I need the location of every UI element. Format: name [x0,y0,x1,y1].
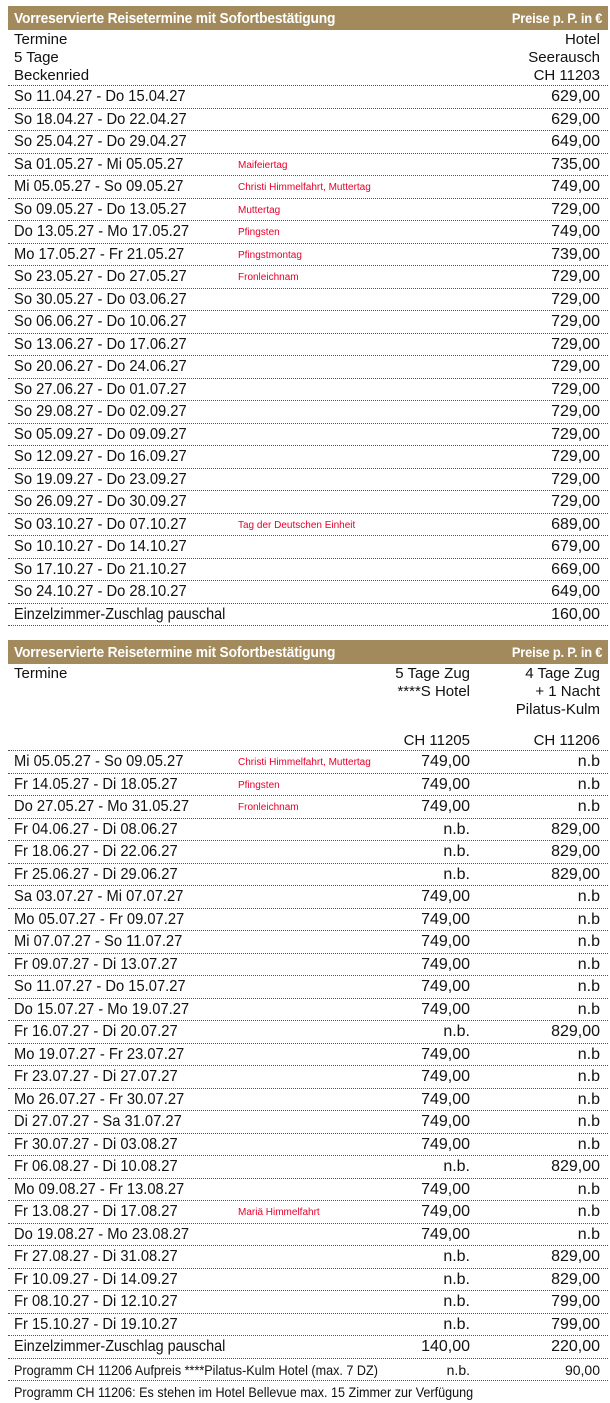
surcharge-row [8,1336,608,1359]
row-price-col1: 749,00 [421,1068,470,1085]
row-price-col1: 749,00 [421,775,470,793]
header-duration: 5 Tage [14,49,59,66]
row-price-col1: 749,00 [421,1225,470,1243]
surcharge-price-col2: 220,00 [551,1338,600,1355]
banner-prices-label: Preise p. P. in € [511,10,602,26]
row-price-col1: 749,00 [421,933,470,950]
row-date-range: Do 13.05.27 - Mo 17.05.27 [14,223,190,240]
row-date-range: So 26.09.27 - Do 30.09.27 [14,493,187,510]
row-price: 735,00 [551,155,600,173]
row-price-col2: 799,00 [551,1293,600,1310]
header-termine: Termine [14,665,68,682]
row-price-col1: 749,00 [421,1113,470,1130]
row-date-range: Mo 19.07.27 - Fr 23.07.27 [14,1045,185,1063]
row-price: 729,00 [551,313,600,330]
table-row [8,559,608,582]
row-price-col2: n.b [577,1113,600,1130]
row-price-col1: n.b. [443,1248,470,1265]
row-holiday-note: Tag der Deutschen Einheit [238,519,356,531]
table-row [8,1111,608,1134]
table-row [8,289,608,312]
table-row [8,886,608,909]
row-date-range: Fr 16.07.27 - Di 20.07.27 [14,1023,178,1040]
table-row [8,1044,608,1067]
row-date-range: Mi 07.07.27 - So 11.07.27 [14,933,183,950]
header-col2-extra: + 1 Nacht [535,683,600,700]
row-price: 729,00 [551,358,600,375]
row-price: 689,00 [551,515,600,533]
row-date-range: Fr 10.09.27 - Di 14.09.27 [14,1270,178,1288]
row-price: 729,00 [551,335,600,353]
row-date-range: Fr 13.08.27 - Di 17.08.27 [14,1203,178,1220]
table-row [8,514,608,537]
row-price-col2: n.b [577,1068,600,1085]
row-holiday-note: Christi Himmelfahrt, Muttertag [238,182,371,193]
table-row [8,1179,608,1202]
row-holiday-note: Muttertag [238,204,281,216]
row-date-range: So 29.08.27 - Do 02.09.27 [14,403,187,420]
row-date-range: So 09.05.27 - Do 13.05.27 [14,200,187,218]
row-date-range: Fr 18.06.27 - Di 22.06.27 [14,843,178,860]
table-row [8,581,608,604]
row-holiday-note: Pfingstmontag [238,249,302,261]
row-date-range: Fr 30.07.27 - Di 03.08.27 [14,1135,178,1153]
row-price-col1: n.b. [443,843,470,860]
row-price-col1: n.b. [443,865,470,883]
row-price: 649,00 [551,583,600,600]
row-date-range: So 17.10.27 - Do 21.10.27 [14,560,187,578]
row-price-col2: n.b [577,1225,600,1243]
row-holiday-note: Pfingsten [238,779,280,791]
table-body [8,751,608,1336]
banner-title: Vorreservierte Reisetermine mit Sofortbestätigung [14,643,336,661]
table-row [8,751,608,774]
table-row [8,266,608,289]
table-row [8,176,608,199]
row-price-col1: 749,00 [421,1135,470,1153]
price-table-seerausch [8,6,608,626]
table-row [8,131,608,154]
table-row [8,931,608,954]
row-date-range: So 27.06.27 - Do 01.07.27 [14,380,187,398]
row-date-range: Fr 23.07.27 - Di 27.07.27 [14,1068,178,1085]
table-row [8,424,608,447]
section-banner [8,640,608,664]
header-hotel: Hotel [564,31,600,48]
table-row [8,334,608,357]
table-row [8,1291,608,1314]
row-date-range: So 11.04.27 - Do 15.04.27 [14,88,186,105]
header-col2-code: CH 11206 [533,732,600,749]
table-row [8,536,608,559]
row-price-col2: n.b [577,775,600,793]
table-row [8,1269,608,1292]
row-date-range: Fr 09.07.27 - Di 13.07.27 [14,955,178,973]
row-price: 729,00 [551,268,600,285]
program-surcharge-col1: n.b. [446,1361,470,1378]
table-row [8,1089,608,1112]
row-price-col2: n.b [577,1000,600,1018]
row-date-range: So 25.04.27 - Do 29.04.27 [14,133,187,150]
row-date-range: Sa 03.07.27 - Mi 07.07.27 [14,888,184,905]
row-price: 729,00 [551,380,600,398]
row-price-col1: 749,00 [421,978,470,995]
table-row [8,469,608,492]
row-date-range: So 24.10.27 - Do 28.10.27 [14,583,187,600]
row-date-range: So 05.09.27 - Do 09.09.27 [14,425,187,443]
price-page [8,0,608,1403]
footer-note: Programm CH 11206: Es stehen im Hotel Bellevue max. 15 Zimmer zur Verfügung [14,1384,474,1400]
row-price-col1: 749,00 [421,955,470,973]
row-price: 729,00 [551,403,600,420]
row-date-range: So 12.09.27 - Do 16.09.27 [14,448,187,465]
header-col1-hotel: ****S Hotel [397,683,470,700]
row-date-range: Fr 25.06.27 - Di 29.06.27 [14,865,178,883]
row-price-col2: n.b [577,1180,600,1198]
table-row [8,356,608,379]
section-banner [8,6,608,30]
row-price: 729,00 [551,200,600,218]
table-row [8,796,608,819]
row-date-range: So 13.06.27 - Do 17.06.27 [14,335,187,353]
row-date-range: Fr 06.08.27 - Di 10.08.27 [14,1158,178,1175]
row-holiday-note: Maifeiertag [238,159,288,171]
row-price: 629,00 [551,88,600,105]
table-row [8,1066,608,1089]
row-price-col2: 799,00 [551,1315,600,1333]
header-code: CH 11203 [533,67,600,84]
header-location: Beckenried [14,67,90,84]
row-date-range: So 06.06.27 - Do 10.06.27 [14,313,187,330]
surcharge-price-col1: 140,00 [421,1338,470,1355]
table-row [8,401,608,424]
row-holiday-note: Christi Himmelfahrt, Muttertag [238,757,371,768]
header-hotel-name: Seerausch [528,49,600,66]
row-price-col2: 829,00 [551,1023,600,1040]
row-date-range: So 19.09.27 - Do 23.09.27 [14,470,187,488]
surcharge-row [8,604,608,627]
row-price-col1: 749,00 [421,1203,470,1220]
table-row [8,864,608,887]
header-col2-duration: 4 Tage Zug [525,665,600,682]
row-date-range: Fr 27.08.27 - Di 31.08.27 [14,1248,178,1265]
table-row [8,999,608,1022]
header-termine: Termine [14,31,68,48]
program-surcharge-col2: 90,00 [564,1361,600,1378]
row-price-col1: 749,00 [421,1000,470,1018]
row-price-col2: n.b [577,955,600,973]
banner-title: Vorreservierte Reisetermine mit Sofortbestätigung [14,9,336,27]
row-date-range: So 10.10.27 - Do 14.10.27 [14,538,187,555]
table-row [8,1201,608,1224]
header-col1-code: CH 11205 [403,732,470,749]
row-price-col2: n.b [577,910,600,928]
row-date-range: Mi 05.05.27 - So 09.05.27 [14,178,184,195]
table-row [8,244,608,267]
row-price: 649,00 [551,133,600,150]
row-price-col1: 749,00 [421,753,470,770]
row-price-col2: n.b [577,798,600,815]
row-date-range: Do 15.07.27 - Mo 19.07.27 [14,1000,190,1018]
row-date-range: Di 27.07.27 - Sa 31.07.27 [14,1113,182,1130]
table-row [8,1156,608,1179]
table-row [8,774,608,797]
row-price-col1: n.b. [443,1158,470,1175]
row-price-col2: 829,00 [551,1270,600,1288]
row-price-col2: 829,00 [551,1248,600,1265]
row-date-range: So 18.04.27 - Do 22.04.27 [14,110,187,128]
table-row [8,221,608,244]
row-price-col1: n.b. [443,1270,470,1288]
row-holiday-note: Pfingsten [238,227,280,238]
row-price: 749,00 [551,178,600,195]
row-price: 739,00 [551,245,600,263]
surcharge-label: Einzelzimmer-Zuschlag pauschal [14,1338,226,1355]
row-price-col1: 749,00 [421,1045,470,1063]
row-price: 629,00 [551,110,600,128]
row-holiday-note: Mariä Himmelfahrt [238,1207,320,1218]
row-price-col1: 749,00 [421,910,470,928]
row-date-range: Sa 01.05.27 - Mi 05.05.27 [14,155,184,173]
row-price: 729,00 [551,470,600,488]
table-row [8,954,608,977]
table-row [8,199,608,222]
row-price-col1: n.b. [443,1293,470,1310]
row-date-range: So 03.10.27 - Do 07.10.27 [14,515,187,533]
row-holiday-note: Fronleichnam [238,272,299,283]
row-price: 729,00 [551,448,600,465]
row-price-col1: n.b. [443,820,470,838]
row-date-range: Mo 05.07.27 - Fr 09.07.27 [14,910,185,928]
row-date-range: So 20.06.27 - Do 24.06.27 [14,358,187,375]
table-row [8,109,608,132]
row-date-range: Mo 09.08.27 - Fr 13.08.27 [14,1180,185,1198]
row-date-range: Fr 14.05.27 - Di 18.05.27 [14,775,178,793]
row-date-range: Mi 05.05.27 - So 09.05.27 [14,753,184,770]
table-row [8,976,608,999]
table-row [8,819,608,842]
row-price-col1: 749,00 [421,798,470,815]
row-date-range: Fr 04.06.27 - Di 08.06.27 [14,820,178,838]
row-price-col1: 749,00 [421,888,470,905]
row-price: 729,00 [551,493,600,510]
row-price-col2: n.b [577,1045,600,1063]
row-price-col2: 829,00 [551,1158,600,1175]
table-header [8,30,608,86]
banner-prices-label: Preise p. P. in € [511,644,602,660]
row-price-col1: n.b. [443,1315,470,1333]
table-row [8,1134,608,1157]
table-header [8,664,608,751]
surcharge-label: Einzelzimmer-Zuschlag pauschal [14,605,226,623]
row-date-range: Do 27.05.27 - Mo 31.05.27 [14,798,190,815]
footer-note-row [8,1381,608,1403]
table-row [8,446,608,469]
row-price-col2: n.b [577,978,600,995]
row-price-col1: 749,00 [421,1180,470,1198]
row-date-range: Mo 17.05.27 - Fr 21.05.27 [14,245,185,263]
table-row [8,86,608,109]
row-holiday-note: Fronleichnam [238,802,299,813]
row-date-range: Mo 26.07.27 - Fr 30.07.27 [14,1090,185,1108]
row-price-col2: n.b [577,888,600,905]
row-price-col2: n.b [577,753,600,770]
table-row [8,1246,608,1269]
row-price-col2: 829,00 [551,820,600,838]
row-price-col2: n.b [577,1203,600,1220]
price-table-pilatus [8,640,608,1403]
row-date-range: Do 19.08.27 - Mo 23.08.27 [14,1225,190,1243]
row-price: 679,00 [551,538,600,555]
table-row [8,379,608,402]
row-price: 729,00 [551,425,600,443]
table-row [8,1021,608,1044]
table-row [8,841,608,864]
row-price-col2: 829,00 [551,843,600,860]
row-date-range: So 23.05.27 - Do 27.05.27 [14,268,187,285]
row-date-range: Fr 08.10.27 - Di 12.10.27 [14,1293,178,1310]
row-price-col2: n.b [577,933,600,950]
row-price-col2: n.b [577,1135,600,1153]
row-date-range: So 11.07.27 - Do 15.07.27 [14,978,186,995]
table-row [8,311,608,334]
row-date-range: So 30.05.27 - Do 03.06.27 [14,290,187,308]
surcharge-price: 160,00 [551,605,600,623]
row-date-range: Fr 15.10.27 - Di 19.10.27 [14,1315,178,1333]
table-row [8,1224,608,1247]
table-row [8,909,608,932]
row-price-col1: n.b. [443,1023,470,1040]
header-col2-hotel: Pilatus-Kulm [515,701,600,718]
row-price-col2: n.b [577,1090,600,1108]
row-price-col1: 749,00 [421,1090,470,1108]
table-row [8,491,608,514]
row-price: 749,00 [551,223,600,240]
row-price: 729,00 [551,290,600,308]
row-price: 669,00 [551,560,600,578]
program-surcharge-label: Programm CH 11206 Aufpreis ****Pilatus-Kulm Hotel (max. 7 DZ) [14,1361,378,1378]
row-price-col2: 829,00 [551,865,600,883]
header-col1-duration: 5 Tage Zug [395,665,470,682]
table-body [8,86,608,604]
table-row [8,1314,608,1337]
table-row [8,154,608,177]
